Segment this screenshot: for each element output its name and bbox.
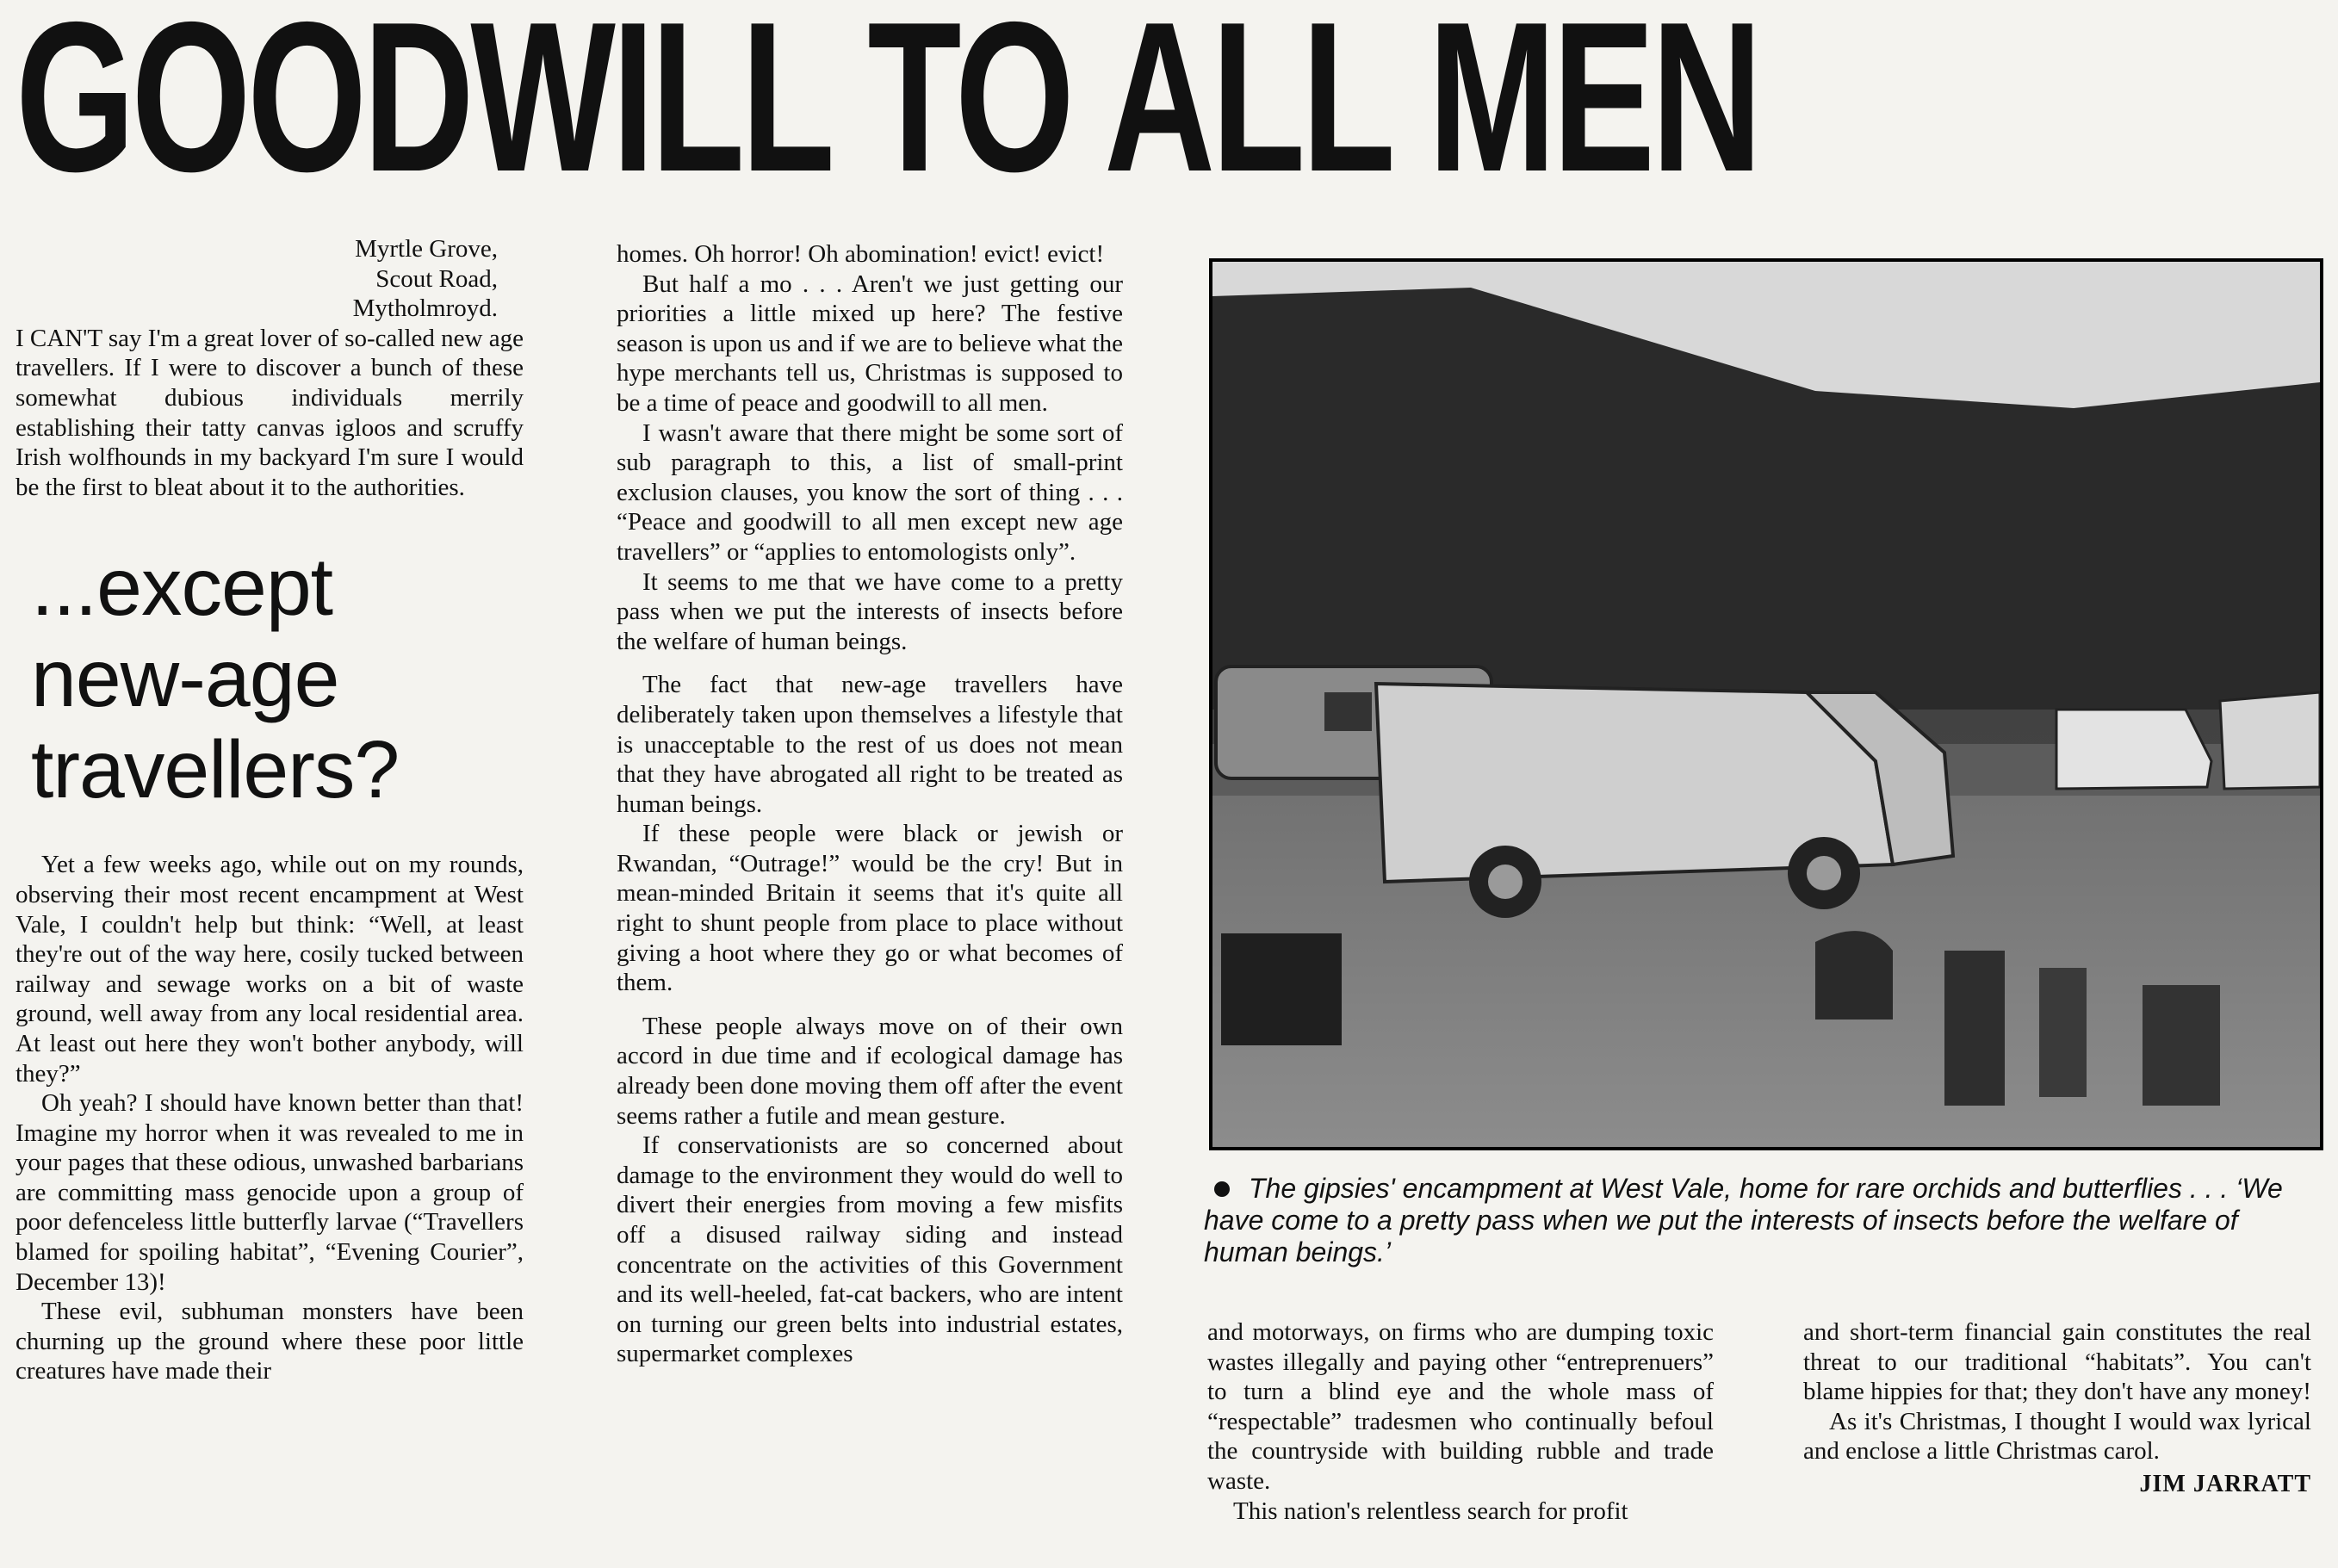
letter-address xyxy=(16,234,524,324)
paragraph: homes. Oh horror! Oh abomination! evict! evict! xyxy=(617,240,1105,268)
rubble-post xyxy=(2039,968,2087,1097)
column-2 xyxy=(617,239,1123,1369)
bin-bag xyxy=(1815,931,1893,1020)
paragraph: and short-term financial gain constitutes the real threat to our traditional “habitats”. You can't blame hippies for that; they don't have any money! xyxy=(1803,1318,2311,1406)
subheading-line: new-age xyxy=(31,633,339,725)
paragraph: If conservationists are so concerned about damage to the environment they would do well to divert their energies from moving a few misfits off a disused railway siding and instead concentrate on the activities of this Government and its well-heeled, fat-cat backers, who are intent on turning our green belts into industrial estates, supermarket complexes xyxy=(617,1131,1123,1368)
subheading xyxy=(31,542,524,815)
headline: GOODWILL TO ALL MEN xyxy=(16,0,1759,216)
paragraph: The fact that new-age travellers have deliberately taken upon themselves a lifestyle that is unacceptable to the rest of us does not mean that they have abrogated all right to be treated as human beings. xyxy=(617,671,1123,818)
rubble-post xyxy=(2143,985,2220,1106)
caption-text: The gipsies' encampment at West Vale, home for rare orchids and butterflies . . . ‘We have come to a pretty pass when we put the interests of insects before the welfare of human beings.’ xyxy=(1204,1173,2283,1267)
paragraph: But half a mo . . . Aren't we just getting our priorities a little mixed up here? The festive season is upon us and if we are to believe what the hype merchants tell us, Christmas is supposed to be a time of peace and goodwill to all men. xyxy=(617,270,1123,417)
paragraph: If these people were black or jewish or Rwandan, “Outrage!” would be the cry! But in mean-minded Britain it seems that it's quite all right to shunt people from place to place without giving a hoot where they go or what becomes of them. xyxy=(617,820,1123,997)
column-4 xyxy=(1803,1317,2311,1500)
photo-illustration xyxy=(1212,262,2320,1147)
van-hub xyxy=(1807,856,1841,890)
dog xyxy=(1221,933,1342,1045)
paragraph: It seems to me that we have come to a pretty pass when we put the interests of insects before the welfare of human beings. xyxy=(617,567,1123,655)
caravan-window xyxy=(1324,692,1372,731)
subheading-line: travellers? xyxy=(31,724,400,816)
rubble-post xyxy=(1944,951,2005,1106)
paragraph: I wasn't aware that there might be some sort of sub paragraph to this, a list of small-print exclusion clauses, you know the sort of thing . . . “Peace and goodwill to all men except new age travellers” or “applies to entomologists only”. xyxy=(617,418,1123,566)
encampment-photo xyxy=(1209,258,2323,1150)
bullet-icon xyxy=(1214,1181,1230,1197)
address-line: Myrtle Grove, xyxy=(355,235,498,263)
paragraph: I CAN'T say I'm a great lover of so-called new age travellers. If I were to discover a bunch of these somewhat dubious individuals merrily establishing their tatty canvas igloos and scruffy Irish wolfhounds in my backyard I'm sure I would be the first to bleat about it to the authorities. xyxy=(16,324,524,501)
paragraph: As it's Christmas, I thought I would wax lyrical and enclose a little Christmas carol. xyxy=(1803,1407,2311,1466)
paragraph: and motorways, on firms who are dumping toxic wastes illegally and paying other “entreprenuers” to turn a blind eye and the whole mass of “respectable” tradesmen who continually befoul the countryside with building rubble and trade waste. xyxy=(1207,1318,1714,1495)
subheading-line: ...except xyxy=(31,542,333,634)
paragraph: These evil, subhuman monsters have been churning up the ground where these poor little creatures have made their xyxy=(16,1298,524,1385)
paragraph: Yet a few weeks ago, while out on my rounds, observing their most recent encampment at West Vale, I couldn't help but think: “Well, at least they're out of the way here, cosily tucked between railway and sewage works on a bit of waste ground, well away from any local residential area. At least out here they won't bother anybody, will they?” xyxy=(16,851,524,1088)
paragraph: This nation's relentless search for profit xyxy=(1233,1497,1628,1525)
paragraph: These people always move on of their own accord in due time and if ecological damage has already been done moving them off after the event seems rather a futile and mean gesture. xyxy=(617,1012,1123,1130)
van-hub xyxy=(1488,865,1522,899)
column-1 xyxy=(16,234,524,1386)
paragraph: Oh yeah? I should have known better than that! Imagine my horror when it was revealed to me in your pages that these odious, unwashed barbarians are committing mass genocide upon a group of poor defenceless little butterfly larvae (“Travellers blamed for spoiling habitat”, “Evening Courier”, December 13)! xyxy=(16,1089,524,1296)
author-signoff: JIM JARRATT xyxy=(2139,1470,2311,1497)
column-3 xyxy=(1207,1317,1714,1526)
address-line: Scout Road, xyxy=(375,264,498,293)
address-line: Mytholmroyd. xyxy=(352,294,498,323)
photo-caption xyxy=(1204,1173,2323,1268)
distant-caravan xyxy=(2220,692,2320,789)
distant-van xyxy=(2056,710,2211,789)
